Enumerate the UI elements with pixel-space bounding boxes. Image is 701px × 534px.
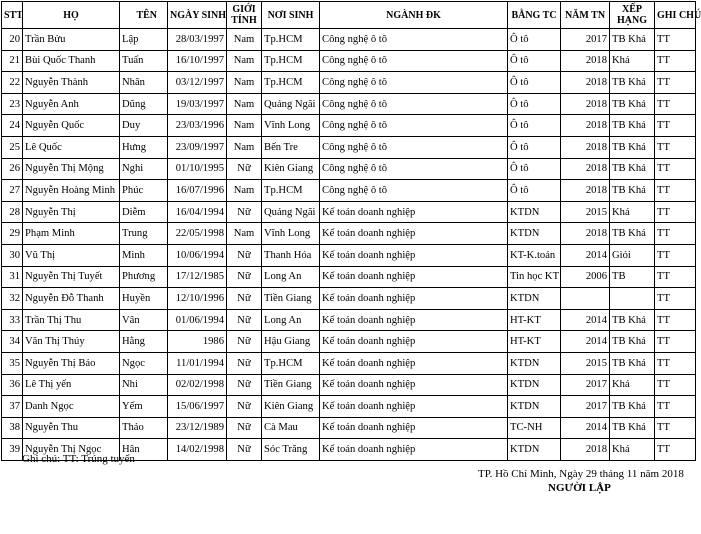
cell-ngay-sinh: 23/09/1997 <box>168 136 227 158</box>
cell-nganh-dk: Kế toán doanh nghiệp <box>320 223 508 245</box>
cell-bang-tc: Tin học KT <box>508 266 561 288</box>
cell-ho: Lê Thị yến <box>23 374 120 396</box>
cell-ten: Phúc <box>120 180 168 202</box>
cell-ngay-sinh: 16/04/1994 <box>168 201 227 223</box>
cell-ghi-chu: TT <box>655 352 696 374</box>
cell-xep-hang: TB Khá <box>610 72 655 94</box>
cell-ten: Minh <box>120 244 168 266</box>
cell-nganh-dk: Công nghệ ô tô <box>320 180 508 202</box>
cell-noi-sinh: Vĩnh Long <box>262 223 320 245</box>
table-header <box>2 2 701 29</box>
cell-xep-hang: TB Khá <box>610 93 655 115</box>
cell-ghi-chu: TT <box>655 72 696 94</box>
header-nganh-dk: NGÀNH ĐK <box>320 2 508 29</box>
cell-ghi-chu: TT <box>655 331 696 353</box>
cell-stt: 24 <box>2 115 23 137</box>
cell-ten: Ngọc <box>120 352 168 374</box>
cell-gioi-tinh: Nữ <box>227 352 262 374</box>
cell-nganh-dk: Kế toán doanh nghiệp <box>320 352 508 374</box>
table-row <box>2 266 696 288</box>
header-xep-hang: XẾP HẠNG <box>610 2 655 29</box>
footnote: Ghi chú: TT: Trúng tuyển <box>22 453 135 465</box>
cell-nganh-dk: Kế toán doanh nghiệp <box>320 417 508 439</box>
cell-ho: Nguyễn Hoàng Minh <box>23 180 120 202</box>
cell-nam-tn: 2018 <box>561 115 610 137</box>
cell-ho: Phạm Minh <box>23 223 120 245</box>
cell-ngay-sinh: 01/10/1995 <box>168 158 227 180</box>
cell-gioi-tinh: Nam <box>227 93 262 115</box>
cell-noi-sinh: Cà Mau <box>262 417 320 439</box>
cell-nam-tn: 2006 <box>561 266 610 288</box>
cell-bang-tc: KTDN <box>508 374 561 396</box>
table-row <box>2 72 696 94</box>
cell-stt: 38 <box>2 417 23 439</box>
cell-ngay-sinh: 1986 <box>168 331 227 353</box>
cell-nganh-dk: Kế toán doanh nghiệp <box>320 288 508 310</box>
cell-nam-tn: 2017 <box>561 29 610 51</box>
cell-xep-hang: TB Khá <box>610 115 655 137</box>
cell-ho: Văn Thị Thúy <box>23 331 120 353</box>
header-ten: TÊN <box>120 2 168 29</box>
cell-nam-tn: 2018 <box>561 180 610 202</box>
cell-bang-tc: KTDN <box>508 439 561 461</box>
cell-ngay-sinh: 23/12/1989 <box>168 417 227 439</box>
cell-noi-sinh: Quảng Ngãi <box>262 93 320 115</box>
header-gioi-tinh: GIỚI TÍNH <box>227 2 262 29</box>
cell-ho: Lê Quốc <box>23 136 120 158</box>
cell-ten: Nghi <box>120 158 168 180</box>
cell-ghi-chu: TT <box>655 29 696 51</box>
cell-stt: 26 <box>2 158 23 180</box>
cell-noi-sinh: Tp.HCM <box>262 72 320 94</box>
cell-bang-tc: KTDN <box>508 396 561 418</box>
cell-gioi-tinh: Nam <box>227 223 262 245</box>
cell-nam-tn: 2018 <box>561 439 610 461</box>
cell-noi-sinh: Sóc Trăng <box>262 439 320 461</box>
cell-xep-hang: Giỏi <box>610 244 655 266</box>
cell-gioi-tinh: Nam <box>227 72 262 94</box>
cell-noi-sinh: Tiền Giang <box>262 288 320 310</box>
cell-bang-tc: TC-NH <box>508 417 561 439</box>
header-bang-tc: BẰNG TC <box>508 2 561 29</box>
cell-stt: 32 <box>2 288 23 310</box>
cell-ngay-sinh: 11/01/1994 <box>168 352 227 374</box>
cell-ten: Lập <box>120 29 168 51</box>
cell-nam-tn: 2014 <box>561 244 610 266</box>
table-row <box>2 158 696 180</box>
cell-ho: Vũ Thị <box>23 244 120 266</box>
cell-ghi-chu: TT <box>655 201 696 223</box>
cell-ngay-sinh: 19/03/1997 <box>168 93 227 115</box>
cell-xep-hang: TB Khá <box>610 29 655 51</box>
cell-ngay-sinh: 12/10/1996 <box>168 288 227 310</box>
cell-gioi-tinh: Nữ <box>227 417 262 439</box>
cell-nam-tn: 2018 <box>561 223 610 245</box>
cell-bang-tc: Ô tô <box>508 115 561 137</box>
cell-stt: 36 <box>2 374 23 396</box>
table-row <box>2 331 696 353</box>
place-date-line: TP. Hồ Chí Minh, Ngày 29 tháng 11 năm 2018 <box>478 468 684 480</box>
header-nam-tn: NĂM TN <box>561 2 610 29</box>
cell-stt: 21 <box>2 50 23 72</box>
cell-nam-tn: 2018 <box>561 93 610 115</box>
table-row <box>2 180 696 202</box>
table-body <box>2 29 696 461</box>
cell-noi-sinh: Quảng Ngãi <box>262 201 320 223</box>
cell-noi-sinh: Tp.HCM <box>262 352 320 374</box>
cell-ngay-sinh: 14/02/1998 <box>168 439 227 461</box>
cell-ghi-chu: TT <box>655 115 696 137</box>
cell-bang-tc: HT-KT <box>508 309 561 331</box>
cell-ghi-chu: TT <box>655 396 696 418</box>
cell-stt: 39 <box>2 439 23 461</box>
cell-ghi-chu: TT <box>655 244 696 266</box>
cell-xep-hang: TB Khá <box>610 396 655 418</box>
cell-nganh-dk: Công nghệ ô tô <box>320 158 508 180</box>
cell-gioi-tinh: Nam <box>227 29 262 51</box>
cell-ho: Nguyễn Thị Tuyết <box>23 266 120 288</box>
table-row <box>2 374 696 396</box>
cell-noi-sinh: Long An <box>262 309 320 331</box>
cell-bang-tc: KT-K.toán <box>508 244 561 266</box>
header-ho: HỌ <box>23 2 120 29</box>
cell-nganh-dk: Công nghệ ô tô <box>320 115 508 137</box>
cell-nganh-dk: Kế toán doanh nghiệp <box>320 331 508 353</box>
cell-ho: Bùi Quốc Thanh <box>23 50 120 72</box>
cell-bang-tc: Ô tô <box>508 180 561 202</box>
cell-gioi-tinh: Nữ <box>227 288 262 310</box>
table-row <box>2 93 696 115</box>
cell-gioi-tinh: Nam <box>227 136 262 158</box>
cell-xep-hang: Khá <box>610 374 655 396</box>
cell-bang-tc: KTDN <box>508 201 561 223</box>
cell-stt: 23 <box>2 93 23 115</box>
table-row <box>2 223 696 245</box>
cell-ngay-sinh: 28/03/1997 <box>168 29 227 51</box>
cell-gioi-tinh: Nam <box>227 180 262 202</box>
cell-stt: 31 <box>2 266 23 288</box>
cell-stt: 30 <box>2 244 23 266</box>
cell-bang-tc: Ô tô <box>508 50 561 72</box>
cell-gioi-tinh: Nam <box>227 115 262 137</box>
cell-xep-hang: TB Khá <box>610 417 655 439</box>
cell-bang-tc: KTDN <box>508 223 561 245</box>
cell-ghi-chu: TT <box>655 93 696 115</box>
cell-ngay-sinh: 01/06/1994 <box>168 309 227 331</box>
table-row <box>2 115 696 137</box>
cell-ho: Nguyễn Thị Mộng <box>23 158 120 180</box>
cell-xep-hang <box>610 288 655 310</box>
cell-nganh-dk: Kế toán doanh nghiệp <box>320 201 508 223</box>
cell-nganh-dk: Kế toán doanh nghiệp <box>320 266 508 288</box>
table-row <box>2 136 696 158</box>
header-ngay-sinh: NGÀY SINH <box>168 2 227 29</box>
cell-stt: 28 <box>2 201 23 223</box>
cell-ten: Diễm <box>120 201 168 223</box>
cell-ten: Trung <box>120 223 168 245</box>
cell-xep-hang: TB <box>610 266 655 288</box>
cell-stt: 29 <box>2 223 23 245</box>
table-row <box>2 396 696 418</box>
cell-gioi-tinh: Nữ <box>227 331 262 353</box>
cell-gioi-tinh: Nữ <box>227 309 262 331</box>
cell-bang-tc: Ô tô <box>508 93 561 115</box>
cell-nganh-dk: Kế toán doanh nghiệp <box>320 374 508 396</box>
cell-noi-sinh: Tp.HCM <box>262 50 320 72</box>
cell-ten: Nhi <box>120 374 168 396</box>
cell-ngay-sinh: 15/06/1997 <box>168 396 227 418</box>
cell-nganh-dk: Công nghệ ô tô <box>320 93 508 115</box>
cell-xep-hang: TB Khá <box>610 136 655 158</box>
cell-ngay-sinh: 10/06/1994 <box>168 244 227 266</box>
cell-nam-tn: 2018 <box>561 72 610 94</box>
cell-nam-tn: 2014 <box>561 417 610 439</box>
signer-title: NGƯỜI LẬP <box>548 482 611 494</box>
cell-gioi-tinh: Nữ <box>227 396 262 418</box>
cell-ten: Yếm <box>120 396 168 418</box>
cell-noi-sinh: Vĩnh Long <box>262 115 320 137</box>
cell-gioi-tinh: Nữ <box>227 266 262 288</box>
cell-ten: Tuấn <box>120 50 168 72</box>
cell-bang-tc: HT-KT <box>508 331 561 353</box>
table-row <box>2 50 696 72</box>
cell-bang-tc: Ô tô <box>508 72 561 94</box>
cell-ghi-chu: TT <box>655 266 696 288</box>
cell-ghi-chu: TT <box>655 374 696 396</box>
cell-gioi-tinh: Nam <box>227 50 262 72</box>
cell-ho: Nguyễn Anh <box>23 93 120 115</box>
cell-xep-hang: Khá <box>610 201 655 223</box>
cell-nganh-dk: Kế toán doanh nghiệp <box>320 396 508 418</box>
cell-ghi-chu: TT <box>655 180 696 202</box>
cell-ten: Phương <box>120 266 168 288</box>
cell-stt: 20 <box>2 29 23 51</box>
cell-ho: Trần Bửu <box>23 29 120 51</box>
cell-ghi-chu: TT <box>655 158 696 180</box>
cell-ngay-sinh: 23/03/1996 <box>168 115 227 137</box>
cell-ten: Hân <box>120 439 168 461</box>
cell-ho: Nguyễn Thị <box>23 201 120 223</box>
cell-ghi-chu: TT <box>655 136 696 158</box>
table-row <box>2 288 696 310</box>
cell-nam-tn: 2018 <box>561 158 610 180</box>
cell-gioi-tinh: Nữ <box>227 244 262 266</box>
cell-stt: 34 <box>2 331 23 353</box>
header-noi-sinh: NƠI SINH <box>262 2 320 29</box>
cell-xep-hang: TB Khá <box>610 331 655 353</box>
cell-nganh-dk: Công nghệ ô tô <box>320 29 508 51</box>
cell-ten: Duy <box>120 115 168 137</box>
cell-xep-hang: TB Khá <box>610 180 655 202</box>
cell-ghi-chu: TT <box>655 309 696 331</box>
student-roster-table <box>1 1 701 461</box>
cell-ten: Thảo <box>120 417 168 439</box>
cell-ho: Nguyễn Quốc <box>23 115 120 137</box>
cell-ho: Trần Thị Thu <box>23 309 120 331</box>
cell-nam-tn: 2018 <box>561 50 610 72</box>
cell-stt: 27 <box>2 180 23 202</box>
table-row <box>2 244 696 266</box>
cell-ten: Dũng <box>120 93 168 115</box>
cell-noi-sinh: Tiền Giang <box>262 374 320 396</box>
cell-nam-tn <box>561 288 610 310</box>
cell-noi-sinh: Tp.HCM <box>262 29 320 51</box>
cell-nam-tn: 2015 <box>561 352 610 374</box>
cell-ghi-chu: TT <box>655 439 696 461</box>
cell-nam-tn: 2018 <box>561 136 610 158</box>
cell-nganh-dk: Công nghệ ô tô <box>320 136 508 158</box>
header-ghi-chu: GHI CHÚ <box>655 2 696 29</box>
cell-ngay-sinh: 22/05/1998 <box>168 223 227 245</box>
cell-ten: Vân <box>120 309 168 331</box>
cell-nam-tn: 2015 <box>561 201 610 223</box>
cell-xep-hang: TB Khá <box>610 158 655 180</box>
cell-noi-sinh: Thanh Hóa <box>262 244 320 266</box>
cell-nganh-dk: Công nghệ ô tô <box>320 50 508 72</box>
table-row <box>2 417 696 439</box>
table-row <box>2 309 696 331</box>
cell-noi-sinh: Kiên Giang <box>262 158 320 180</box>
cell-stt: 22 <box>2 72 23 94</box>
cell-bang-tc: KTDN <box>508 352 561 374</box>
cell-ten: Hằng <box>120 331 168 353</box>
cell-nganh-dk: Công nghệ ô tô <box>320 72 508 94</box>
cell-ghi-chu: TT <box>655 288 696 310</box>
cell-ten: Hưng <box>120 136 168 158</box>
cell-ghi-chu: TT <box>655 223 696 245</box>
cell-bang-tc: Ô tô <box>508 158 561 180</box>
table-row <box>2 352 696 374</box>
cell-nam-tn: 2017 <box>561 374 610 396</box>
cell-ngay-sinh: 16/07/1996 <box>168 180 227 202</box>
cell-nam-tn: 2014 <box>561 309 610 331</box>
cell-xep-hang: TB Khá <box>610 352 655 374</box>
table-row <box>2 201 696 223</box>
table-row <box>2 29 696 51</box>
cell-noi-sinh: Long An <box>262 266 320 288</box>
cell-nganh-dk: Kế toán doanh nghiệp <box>320 309 508 331</box>
cell-ho: Danh Ngọc <box>23 396 120 418</box>
cell-gioi-tinh: Nữ <box>227 439 262 461</box>
cell-nam-tn: 2017 <box>561 396 610 418</box>
cell-ho: Nguyễn Thu <box>23 417 120 439</box>
cell-ngay-sinh: 16/10/1997 <box>168 50 227 72</box>
cell-stt: 35 <box>2 352 23 374</box>
cell-xep-hang: TB Khá <box>610 309 655 331</box>
cell-ngay-sinh: 03/12/1997 <box>168 72 227 94</box>
cell-ho: Nguyễn Thị Bảo <box>23 352 120 374</box>
cell-ngay-sinh: 02/02/1998 <box>168 374 227 396</box>
cell-noi-sinh: Kiên Giang <box>262 396 320 418</box>
cell-xep-hang: TB Khá <box>610 223 655 245</box>
cell-noi-sinh: Bến Tre <box>262 136 320 158</box>
cell-nganh-dk: Kế toán doanh nghiệp <box>320 244 508 266</box>
cell-stt: 25 <box>2 136 23 158</box>
cell-ghi-chu: TT <box>655 50 696 72</box>
cell-stt: 37 <box>2 396 23 418</box>
cell-xep-hang: Khá <box>610 50 655 72</box>
cell-ngay-sinh: 17/12/1985 <box>168 266 227 288</box>
cell-ho: Nguyễn Đỗ Thanh <box>23 288 120 310</box>
cell-ho: Nguyễn Thị Ngọc <box>23 439 120 461</box>
cell-stt: 33 <box>2 309 23 331</box>
cell-gioi-tinh: Nữ <box>227 374 262 396</box>
cell-bang-tc: Ô tô <box>508 136 561 158</box>
cell-ho: Nguyễn Thành <box>23 72 120 94</box>
cell-noi-sinh: Tp.HCM <box>262 180 320 202</box>
cell-gioi-tinh: Nữ <box>227 158 262 180</box>
cell-gioi-tinh: Nữ <box>227 201 262 223</box>
cell-bang-tc: Ô tô <box>508 29 561 51</box>
cell-ghi-chu: TT <box>655 417 696 439</box>
cell-xep-hang: Khá <box>610 439 655 461</box>
cell-bang-tc: KTDN <box>508 288 561 310</box>
header-stt: STT <box>2 2 23 29</box>
cell-nam-tn: 2014 <box>561 331 610 353</box>
cell-ten: Nhân <box>120 72 168 94</box>
cell-noi-sinh: Hậu Giang <box>262 331 320 353</box>
header-row <box>2 2 696 29</box>
cell-nganh-dk: Kế toán doanh nghiệp <box>320 439 508 461</box>
cell-ten: Huyền <box>120 288 168 310</box>
